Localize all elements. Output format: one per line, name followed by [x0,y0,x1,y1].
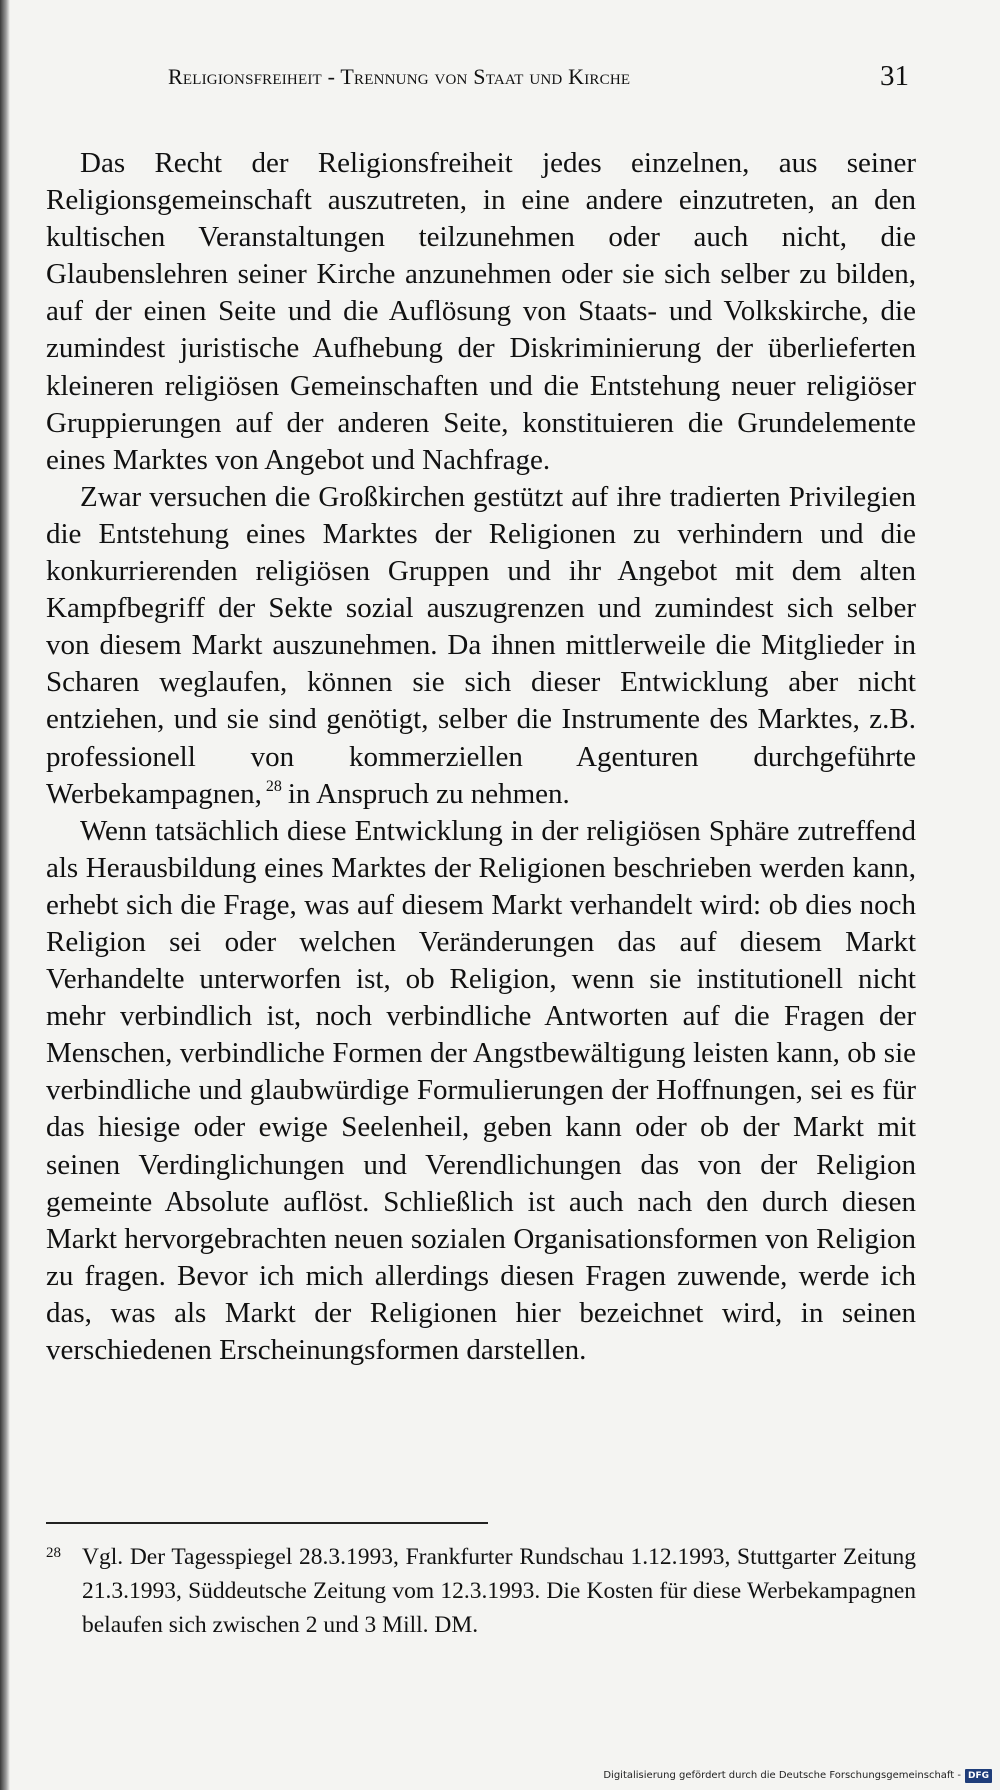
paragraph-2-tail: in Anspruch zu nehmen. [287,777,570,810]
footnote-divider [46,1522,488,1524]
page-edge-shadow [0,0,10,1790]
body-text [46,145,916,1369]
dfg-logo: DFG [965,1769,992,1783]
running-title: Religionsfreiheit - Trennung von Staat und Kirche [168,64,631,89]
footnote-reference[interactable]: 28 [265,777,282,795]
paragraph-2-text: Zwar versuchen die Großkirchen gestützt auf ihre tradierten Privilegien die Entstehung eines Marktes der Religionen zu verhindern und die konkurrierenden religiösen Gruppen und ihr Angebot mit dem alten Kampfbegriff der Sekte sozial auszugrenzen und zumindest sich selber von diesem Markt auszunehmen. Da ihnen mittlerweile die Mitglieder in Scharen weglaufen, können sie sich dieser Entwicklung aber nicht entziehen, und sie sind genötigt, selber die Instrumente des Marktes, z.B. professionell von kommerziellen Agenturen durchgeführte Werbekampagnen, [46,480,916,810]
credit-text: Digitalisierung gefördert durch die Deutsche Forschungsgemeinschaft - [603,1770,961,1781]
running-header [0,60,1000,100]
paragraph-3: Wenn tatsächlich diese Entwicklung in der religiösen Sphäre zutreffend als Herausbildung eines Marktes der Religionen beschrieben werden kann, erhebt sich die Frage, was auf diesem Markt verhandelt wird: ob dies noch Religion sei oder welchen Veränderungen das auf diesem Markt Verhandelte unterworfen ist, ob Religion, wenn sie institutionell nicht mehr verbindlich ist, noch verbindliche Antworten auf die Fragen der Menschen, verbindliche Formen der Angstbewältigung leisten kann, ob sie verbindliche und glaubwürdige Formulierungen der Hoffnungen, sei es für das hiesige oder ewige Seelenheil, geben kann oder ob der Markt mit seinen Verdinglichungen und Verendlichungen das von der Religion gemeinte Absolute auflöst. Schließlich ist auch nach den durch diesen Markt hervorgebrachten neuen sozialen Organisationsformen von Religion zu fragen. Bevor ich mich allerdings diesen Fragen zuwende, werde ich das, was als Markt der Religionen hier bezeichnet wird, in seinen verschiedenen Erscheinungsformen darstellen. [46,814,916,1366]
paragraph-1: Das Recht der Religionsfreiheit jedes einzelnen, aus seiner Religionsgemeinschaft auszutreten, in eine andere einzutreten, an den kultischen Veranstaltungen teilzunehmen oder auch nicht, die Glaubenslehren seiner Kirche anzunehmen oder sie sich selber zu bilden, auf der einen Seite und die Auflösung von Staats- und Volkskirche, die zumindest juristische Aufhebung der Diskriminierung der überlieferten kleineren religiösen Gemeinschaften und die Entstehung neuer religiöser Gruppierungen auf der anderen Seite, konstituieren die Grundelemente eines Marktes von Angebot und Nachfrage. [46,147,916,476]
footnote [46,1540,916,1642]
footnote-text: Vgl. Der Tagesspiegel 28.3.1993, Frankfurter Rundschau 1.12.1993, Stuttgarter Zeitung 21.3.1993, Süddeutsche Zeitung vom 12.3.1993. Die Kosten für diese Werbekampagnen belaufen sich zwischen 2 und 3 Mill. DM. [82,1544,916,1638]
digitization-credit [603,1768,992,1784]
page-number: 31 [880,60,909,92]
paragraph-2 [46,479,916,813]
footnote-number: 28 [46,1545,61,1561]
